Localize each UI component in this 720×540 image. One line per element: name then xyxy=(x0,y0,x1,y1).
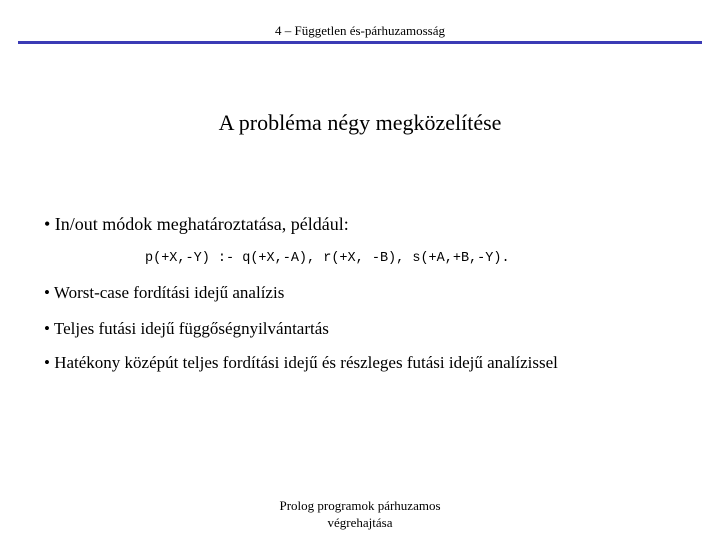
bullet-io-modes: • In/out módok meghatároztatása, például: xyxy=(44,214,349,234)
footer xyxy=(0,497,720,531)
footer-line-1: Prolog programok párhuzamos xyxy=(279,498,441,513)
bullet-runtime-tracking: • Teljes futási idejű függőségnyilvántartás xyxy=(44,319,329,338)
bullet-worst-case: • Worst-case fordítási idejű analízis xyxy=(44,283,285,302)
slide-title: A probléma négy megközelítése xyxy=(218,110,502,135)
bullet-hybrid-analysis: • Hatékony középút teljes fordítási idejű és részleges futási idejű analízissel xyxy=(44,353,558,372)
header-title: 4 – Független és-párhuzamosság xyxy=(274,23,446,38)
header-divider xyxy=(18,41,702,44)
code-example: p(+X,-Y) :- q(+X,-A), r(+X, -B), s(+A,+B,-Y). xyxy=(145,251,510,266)
footer-line-2: végrehajtása xyxy=(327,515,393,530)
